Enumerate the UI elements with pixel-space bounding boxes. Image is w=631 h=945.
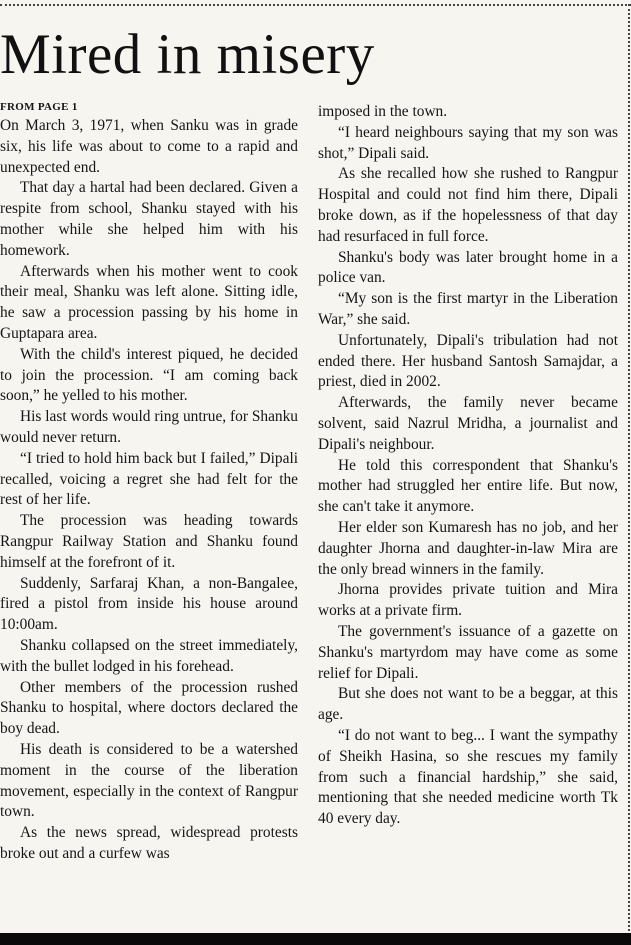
paragraph: Shanku collapsed on the street immediately, with the bullet lodged in his forehead.: [0, 636, 298, 675]
column-dotted-rule: [628, 4, 630, 935]
paragraph: Afterwards when his mother went to cook their meal, Shanku was left alone. Sitting idle, he saw a procession passing by his home in Guptapara area.: [0, 262, 298, 342]
paragraph: “I tried to hold him back but I failed,” Dipali recalled, voicing a regret she had felt for the rest of her life.: [0, 449, 298, 509]
paragraph: His death is considered to be a watershed moment in the course of the liberation movement, especially in the context of Rangpur town.: [0, 740, 298, 821]
kicker: FROM PAGE 1: [0, 101, 78, 113]
paragraph: On March 3, 1971, when Sanku was in grade six, his life was about to come to a rapid and unexpected end.: [0, 117, 298, 176]
paragraph: His last words would ring untrue, for Shanku would never return.: [0, 408, 298, 446]
paragraph: The government's issuance of a gazette on Shanku's martyrdom may have come as some relief for Dipali.: [318, 622, 618, 682]
paragraph: Jhorna provides private tuition and Mira works at a private firm.: [318, 581, 618, 620]
paragraph: As the news spread, widespread protests broke out and a curfew was: [0, 824, 298, 862]
article-column-left: [0, 101, 298, 865]
headline: Mired in misery: [0, 23, 375, 86]
paragraph: Her elder son Kumaresh has no job, and her daughter Jhorna and daughter-in-law Mira are the only bread winners in the family.: [318, 518, 618, 578]
paragraph: Afterwards, the family never became solvent, said Nazrul Mridha, a journalist and Dipali's neighbour.: [318, 394, 618, 453]
paragraph: Other members of the procession rushed Shanku to hospital, where doctors declared the boy dead.: [0, 678, 298, 738]
paragraph: “My son is the first martyr in the Liberation War,” she said.: [318, 290, 618, 328]
paragraph: As she recalled how she rushed to Rangpur Hospital and could not find him there, Dipali broke down, as if the hopelessness of that day had resurfaced in full force.: [318, 165, 618, 245]
top-dotted-rule: [0, 4, 631, 6]
paragraph: Suddenly, Sarfaraj Khan, a non-Bangalee, fired a pistol from inside his house around 10:00am.: [0, 574, 298, 634]
paragraph: “I heard neighbours saying that my son was shot,” Dipali said.: [318, 123, 618, 162]
bottom-edge-bar: [0, 933, 631, 945]
paragraph-continuation: imposed in the town.: [318, 103, 448, 120]
paragraph: He told this correspondent that Shanku's mother had struggled her entire life. But now, she can't take it anymore.: [318, 456, 618, 516]
paragraph: With the child's interest piqued, he decided to join the procession. “I am coming back soon,” he yelled to his mother.: [0, 345, 298, 405]
article-column-right: [318, 102, 618, 830]
paragraph: The procession was heading towards Rangpur Railway Station and Shanku found himself at the forefront of it.: [0, 512, 298, 571]
paragraph: Unfortunately, Dipali's tribulation had not ended there. Her husband Santosh Samajdar, a priest, died in 2002.: [318, 331, 618, 391]
paragraph: Shanku's body was later brought home in a police van.: [318, 248, 618, 287]
paragraph: “I do not want to beg... I want the sympathy of Sheikh Hasina, so she rescues my family from such a financial hardship,” she said, mentioning that she needed medicine worth Tk 40 every day.: [318, 726, 618, 828]
paragraph: But she does not want to be a beggar, at this age.: [318, 685, 618, 724]
paragraph: That day a hartal had been declared. Given a respite from school, Shanku stayed with his mother while she helped him with his homework.: [0, 179, 298, 259]
